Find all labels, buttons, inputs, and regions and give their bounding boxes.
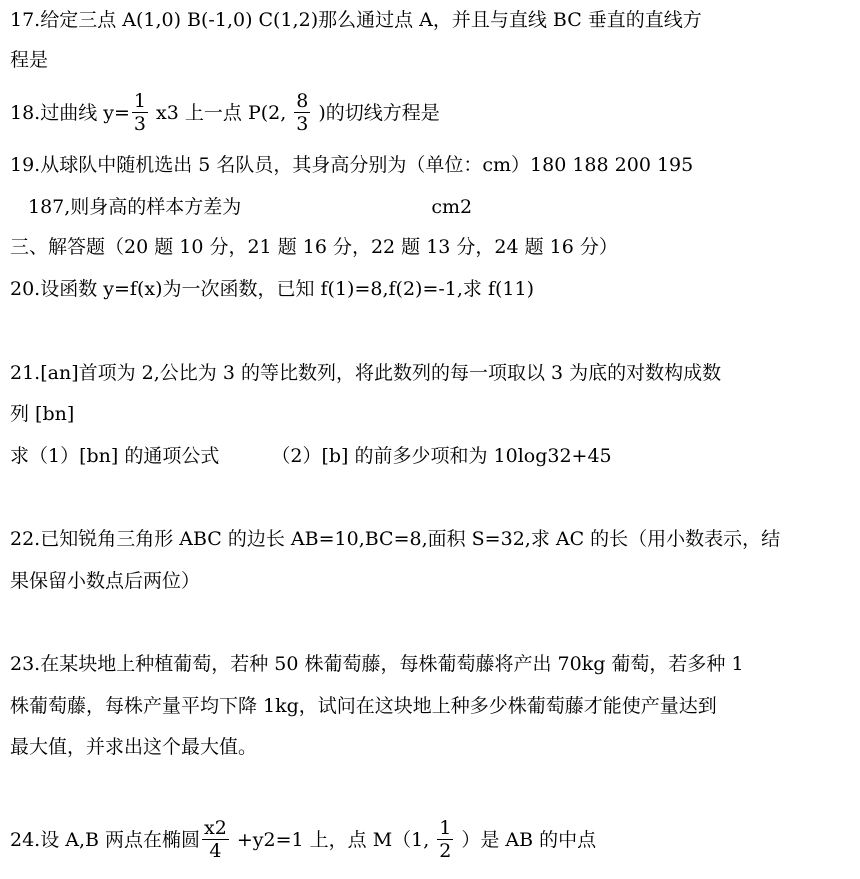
q19-unit: cm2 bbox=[431, 196, 473, 218]
q24-frac1-denominator: 4 bbox=[209, 839, 222, 862]
q17-line2: 程是 bbox=[10, 49, 49, 71]
q24-fraction-one-half bbox=[437, 817, 453, 862]
q24-frac2-numerator: 1 bbox=[439, 816, 452, 839]
q24-middle: +y2=1 上，点 M（1, bbox=[230, 829, 430, 851]
section3-heading: 三、解答题（20 题 10 分，21 题 16 分，22 题 13 分，24 题 16 分） bbox=[10, 236, 618, 258]
q22-line2: 果保留小数点后两位） bbox=[10, 570, 201, 592]
q17-line1: 17.给定三点 A(1,0) B(-1,0) C(1,2)那么通过点 A，并且与直线 BC 垂直的直线方 bbox=[10, 9, 702, 31]
q22-line1: 22.已知锐角三角形 ABC 的边长 AB=10,BC=8,面积 S=32,求 AC 的长（用小数表示，结 bbox=[10, 528, 781, 550]
q23-line1: 23.在某块地上种植葡萄，若种 50 株葡萄藤，每株葡萄藤将产出 70kg 葡萄，若多种 1 bbox=[10, 653, 744, 675]
q21-line1: 21.[an]首项为 2,公比为 3 的等比数列，将此数列的每一项取以 3 为底的对数构成数 bbox=[10, 362, 722, 384]
q18-fraction-eight-thirds bbox=[294, 90, 310, 135]
q21-part2: （2）[b] 的前多少项和为 10log32+45 bbox=[271, 445, 612, 467]
q19-line2-text: 187,则身高的样本方差为 bbox=[28, 196, 242, 218]
q19-line2 bbox=[28, 195, 472, 219]
q21-line2: 列 [bn] bbox=[10, 403, 75, 425]
q18-middle: x3 上一点 P(2, bbox=[150, 102, 287, 124]
q24-frac1-numerator: x2 bbox=[204, 816, 227, 839]
q24-frac2-denominator: 2 bbox=[439, 839, 452, 862]
q21-line3 bbox=[10, 444, 612, 468]
q20-line1: 20.设函数 y=f(x)为一次函数，已知 f(1)=8,f(2)=-1,求 f(11) bbox=[10, 278, 535, 300]
q18-frac2-numerator: 8 bbox=[296, 89, 309, 112]
q18-suffix: )的切线方程是 bbox=[318, 102, 440, 124]
q24-prefix: 24.设 A,B 两点在椭圆 bbox=[10, 829, 201, 851]
q24-fraction-x2-over-4 bbox=[202, 817, 229, 862]
q18-frac1-denominator: 3 bbox=[133, 112, 147, 135]
q18-line bbox=[10, 89, 440, 137]
q19-line1: 19.从球队中随机选出 5 名队员，其身高分别为（单位：cm）180 188 200 195 bbox=[10, 154, 694, 176]
q18-fraction-one-third bbox=[132, 90, 148, 135]
q18-frac1-numerator: 1 bbox=[133, 89, 147, 112]
q23-line2: 株葡萄藤，每株产量平均下降 1kg，试问在这块地上种多少株葡萄藤才能使产量达到 bbox=[10, 695, 717, 717]
q18-prefix: 18.过曲线 y= bbox=[10, 102, 130, 124]
q23-line3: 最大值，并求出这个最大值。 bbox=[10, 736, 258, 758]
q24-suffix: ）是 AB 的中点 bbox=[461, 829, 597, 851]
q18-frac2-denominator: 3 bbox=[296, 112, 309, 135]
q21-part1: 求（1）[bn] 的通项公式 bbox=[10, 445, 220, 467]
q24-line bbox=[10, 816, 596, 864]
